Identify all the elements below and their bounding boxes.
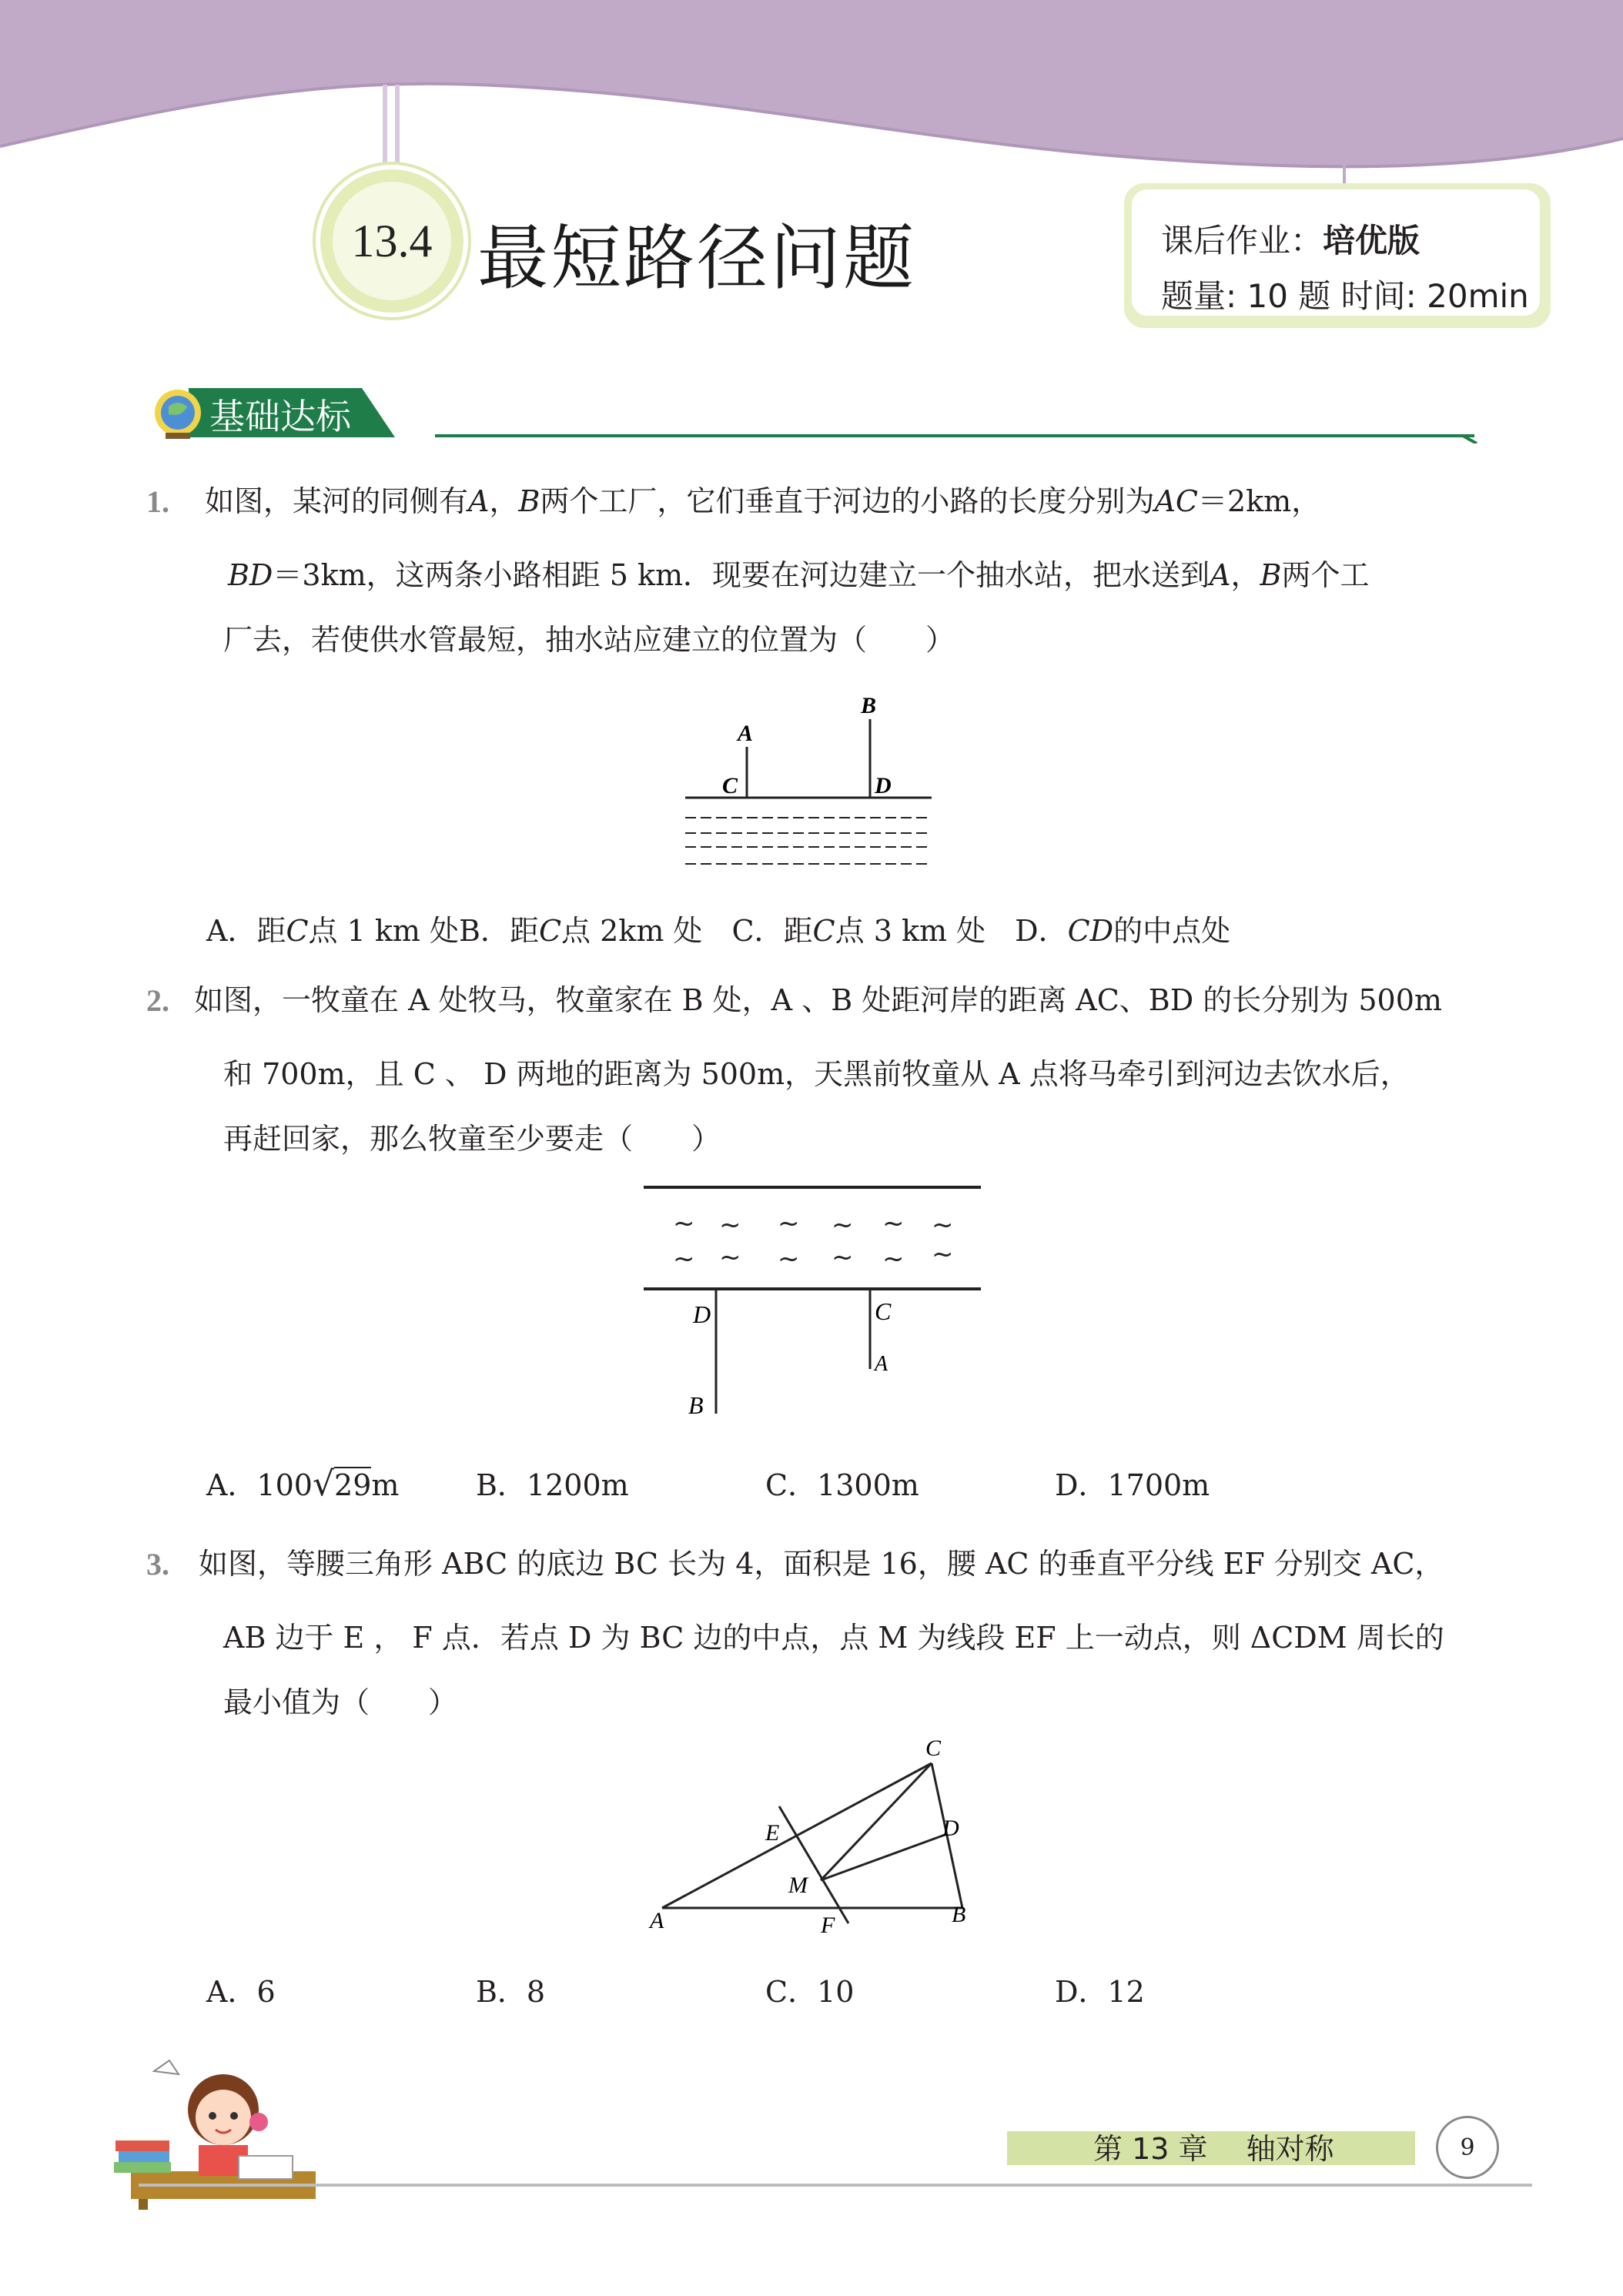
svg-text:~: ~ bbox=[719, 1210, 741, 1240]
q2-fig-label-a: A bbox=[875, 1352, 888, 1376]
svg-text:~: ~ bbox=[778, 1208, 800, 1239]
homework-type: 课后作业：培优版 bbox=[1161, 222, 1421, 259]
q2-option-c[interactable]: C．1300m bbox=[765, 1468, 919, 1502]
page-number: 9 bbox=[1436, 2116, 1499, 2179]
svg-text:~: ~ bbox=[832, 1242, 854, 1273]
q3-fig-label-e: E bbox=[765, 1820, 780, 1846]
q1-option-a[interactable]: A．距C点 1 km 处 bbox=[206, 914, 460, 948]
svg-text:~: ~ bbox=[882, 1243, 905, 1274]
svg-text:~: ~ bbox=[882, 1208, 905, 1239]
q2-fig-label-d: D bbox=[693, 1300, 711, 1328]
q1-number: 1. bbox=[146, 484, 169, 519]
q3-fig-label-f: F bbox=[821, 1913, 835, 1938]
svg-text:~: ~ bbox=[719, 1242, 741, 1273]
q2-fig-label-b: B bbox=[688, 1391, 704, 1419]
svg-text:~: ~ bbox=[932, 1239, 954, 1270]
q2-option-b[interactable]: B．1200m bbox=[476, 1468, 629, 1502]
q1-line1: 如图，某河的同侧有A，B两个工厂，它们垂直于河边的小路的长度分别为AC＝2km， bbox=[205, 484, 1321, 518]
q1-line3: 厂去，若使供水管最短，抽水站应建立的位置为（ ） bbox=[223, 623, 955, 657]
q3-fig-label-m: M bbox=[788, 1873, 808, 1898]
footer-rule bbox=[139, 2184, 1532, 2187]
q1-fig-label-c: C bbox=[722, 773, 738, 798]
q3-line1: 如图，等腰三角形 ABC 的底边 BC 长为 4，面积是 16，腰 AC 的垂直平分线 EF 分别交 AC， bbox=[199, 1547, 1444, 1581]
homework-level: 培优版 bbox=[1323, 222, 1421, 259]
q2-line3: 再赶回家，那么牧童至少要走（ ） bbox=[223, 1122, 721, 1156]
q3-fig-label-b: B bbox=[952, 1902, 966, 1927]
q2-number: 2. bbox=[146, 983, 169, 1018]
q2-option-d[interactable]: D．1700m bbox=[1055, 1468, 1210, 1502]
svg-text:~: ~ bbox=[778, 1243, 800, 1274]
q3-number: 3. bbox=[146, 1547, 169, 1581]
q3-line3: 最小值为（ ） bbox=[223, 1685, 458, 1719]
q1-options bbox=[206, 907, 1230, 949]
q2-figure bbox=[639, 1178, 986, 1424]
homework-info-box bbox=[1124, 183, 1551, 328]
svg-text:~: ~ bbox=[673, 1208, 695, 1239]
q3-option-a[interactable]: A．6 bbox=[206, 1975, 276, 2009]
q3-line2: AB 边于 E ， F 点．若点 D 为 BC 边的中点，点 M 为线段 EF 上一动点，则 ΔCDM 周长的 bbox=[223, 1621, 1444, 1655]
section-label: 基础达标 bbox=[209, 396, 351, 437]
q3-option-d[interactable]: D．12 bbox=[1055, 1975, 1145, 2009]
lesson-title: 最短路径问题 bbox=[477, 217, 917, 300]
footer-chapter-title: 第 13 章 轴对称 bbox=[1093, 2132, 1334, 2166]
q1-fig-label-d: D bbox=[875, 773, 892, 798]
homework-meta: 题量: 10 题 时间: 20min bbox=[1161, 277, 1529, 315]
q1-option-c[interactable]: C．距C点 3 km 处 bbox=[731, 914, 986, 948]
section-rule-end bbox=[1463, 428, 1478, 443]
q1-fig-label-b: B bbox=[861, 693, 877, 718]
q2-line2: 和 700m，且 C 、 D 两地的距离为 500m，天黑前牧童从 A 点将马牵引到河边去饮水后， bbox=[223, 1057, 1410, 1091]
q3-fig-label-a: A bbox=[650, 1908, 664, 1933]
q1-option-b[interactable]: B．距C点 2km 处 bbox=[459, 914, 703, 948]
q3-fig-label-d: D bbox=[942, 1816, 959, 1841]
q3-figure bbox=[647, 1740, 993, 1940]
header-wave-band bbox=[0, 0, 1623, 185]
svg-text:~: ~ bbox=[932, 1210, 954, 1240]
q1-fig-label-a: A bbox=[738, 721, 754, 746]
q2-fig-label-c: C bbox=[875, 1297, 892, 1325]
q3-fig-label-c: C bbox=[925, 1740, 942, 1761]
q3-option-c[interactable]: C．10 bbox=[765, 1975, 855, 2009]
svg-text:~: ~ bbox=[673, 1243, 695, 1274]
q1-figure bbox=[678, 685, 939, 870]
svg-text:~: ~ bbox=[832, 1210, 854, 1240]
section-rule bbox=[435, 434, 1474, 437]
q1-line2: BD＝3km，这两条小路相距 5 km．现要在河边建立一个抽水站，把水送到A，B两个工 bbox=[228, 558, 1370, 592]
q1-option-d[interactable]: D．CD的中点处 bbox=[1015, 914, 1231, 948]
q3-option-b[interactable]: B．8 bbox=[476, 1975, 546, 2009]
lesson-number-badge bbox=[316, 165, 468, 317]
q2-line1: 如图，一牧童在 A 处牧马，牧童家在 B 处，A 、B 处距河岸的距离 AC、BD 的长分别为 500m bbox=[194, 983, 1442, 1017]
lesson-number: 13.4 bbox=[333, 182, 451, 300]
q2-option-a[interactable]: A．100√29m bbox=[206, 1464, 400, 1504]
